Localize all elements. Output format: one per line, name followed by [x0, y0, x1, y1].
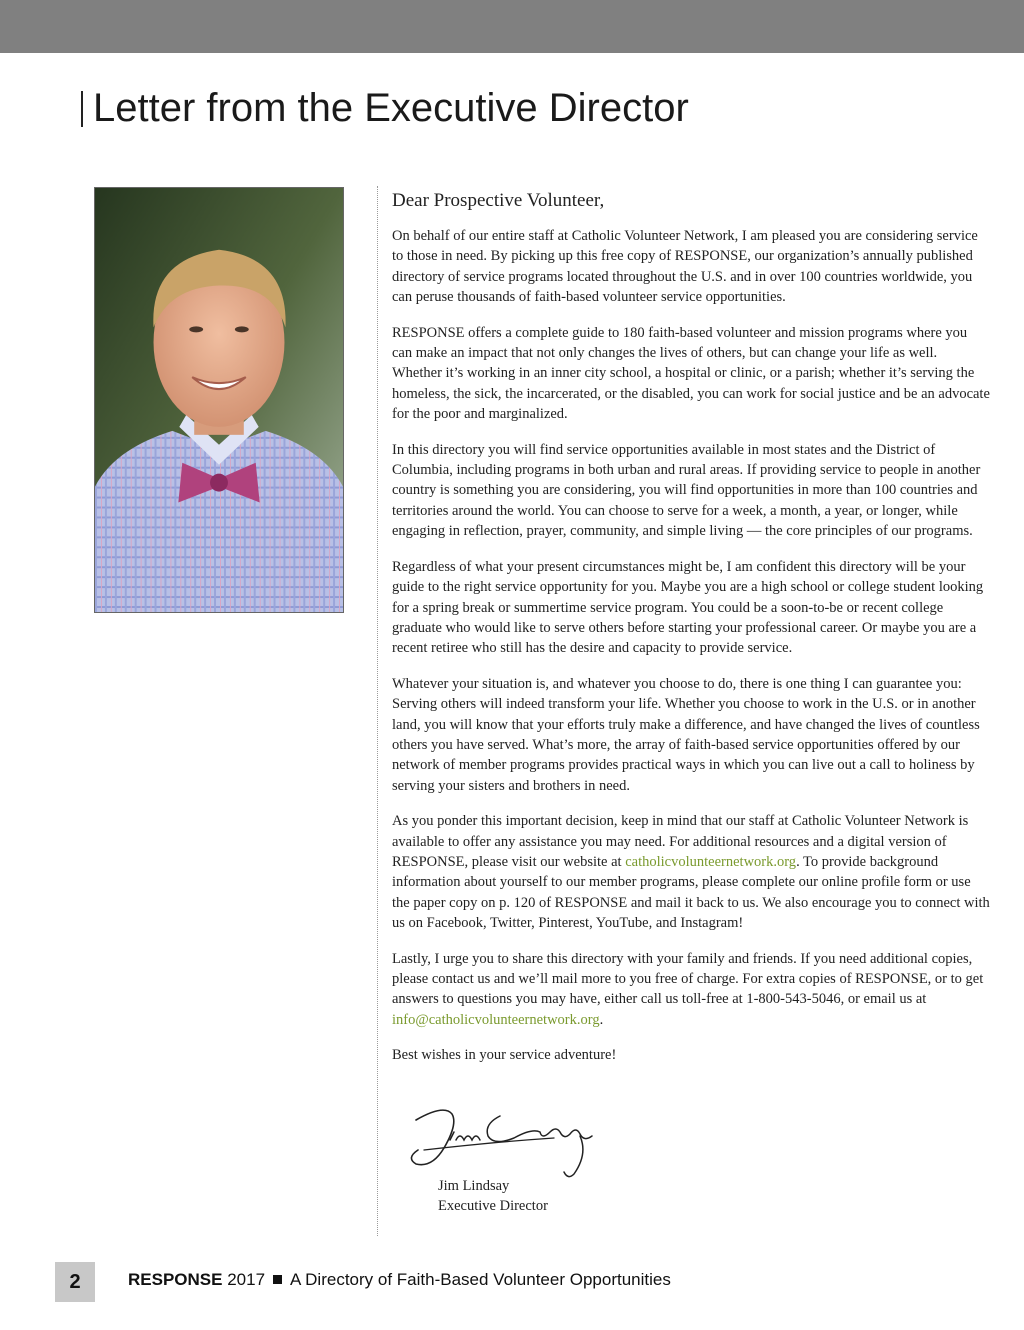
page-number: 2 [55, 1262, 95, 1302]
paragraph-6-text-a: As you ponder this important decision, keep in mind that our staff at Catholic Volunteer Network is available to offer any assistance you may need. For additional resources and a digital version of RESPONSE, please visit our website at [392, 813, 969, 870]
page-title: Letter from the Executive Director [93, 86, 689, 130]
website-link[interactable]: catholicvolunteernetwork.org [625, 853, 797, 870]
footer-brand: RESPONSE [128, 1270, 223, 1289]
paragraph-7-text-a: Lastly, I urge you to share this directory with your family and friends. If you need additional copies, please contact us and we’ll mail more to you free of charge. For extra copies of RESPONSE, or to get answers to questions you may have, either call us toll-free at 1-800-543-5046, or email us at [392, 950, 984, 1008]
letter-body [392, 186, 990, 1081]
email-link[interactable]: info@catholicvolunteernetwork.org [392, 1011, 600, 1028]
letter-closing: Best wishes in your service adventure! [392, 1047, 617, 1064]
photo-eye-left [189, 326, 203, 332]
letter-paragraph-7 [392, 949, 990, 1031]
letter-paragraph-4: Regardless of what your present circumstances might be, I am confident this directory will be your guide to the right service opportunity for you. Maybe you are a high school or college student looking for a spring break or summertime service program. You could be a soon-to-be or recent college graduate who would like to serve others before starting your professional career. Or maybe you are a recent retiree who still has the desire and capacity to provide service. [392, 558, 984, 657]
photo-eye-right [235, 326, 249, 332]
photo-bowtie-knot [210, 474, 228, 492]
letter-paragraph-2: RESPONSE offers a complete guide to 180 faith-based volunteer and mission programs where you can make an impact that not only changes the lives of others, but can change your life as well. Whether it’s working in an inner city school, a hospital or clinic, or a parish; whether it’s serving the homeless, the sick, the incarcerated, or the disabled, you can work for social justice and be an advocate for the poor and marginalized. [392, 324, 990, 423]
footer-caption [128, 1268, 671, 1292]
paragraph-6-text-b: . To provide background information about yourself to our member programs, please complete our online profile form or use the paper copy on p. 120 of RESPONSE and mail it back to us. We also encourage you to connect with us on Facebook, Twitter, Pinterest, YouTube, and Instagram! [392, 853, 990, 932]
footer-square-bullet-icon [273, 1275, 282, 1284]
paragraph-7-text-b: . [599, 1011, 604, 1028]
letter-paragraph-5: Whatever your situation is, and whatever you choose to do, there is one thing I can guarantee you: Serving others will indeed transform your life. Whether you choose to work in the U.S. or in another land, you will know that your efforts truly make a difference, and have changed the lives of countless others you have served. What’s more, the array of faith-based service opportunities offered by our network of member programs provides practical ways in which you can live out a call to holiness by serving your sisters and brothers in need. [392, 675, 980, 794]
column-divider [377, 186, 378, 1236]
signer-name: Jim Lindsay [438, 1178, 510, 1194]
footer-subtitle: A Directory of Faith-Based Volunteer Opportunities [290, 1270, 671, 1289]
director-photo [94, 187, 344, 613]
letter-paragraph-1: On behalf of our entire staff at Catholic Volunteer Network, I am pleased you are considering service to those in need. By picking up this free copy of RESPONSE, our organization’s annually published directory of service programs located throughout the U.S. and in over 100 countries worldwide, you can peruse thousands of faith-based volunteer service opportunities. [392, 228, 978, 306]
top-band [0, 0, 1024, 53]
footer-year: 2017 [222, 1270, 266, 1289]
signer-title: Executive Director [438, 1198, 548, 1214]
letter-paragraph-6 [392, 811, 990, 933]
portrait-photo-icon [95, 188, 343, 612]
letter-paragraph-3: In this directory you will find service opportunities available in most states and the District of Columbia, including programs in both urban and rural areas. If providing service to people in another country is something you are considering, you will find opportunities in more than 100 countries and territories around the world. You can choose to serve for a week, a month, a year, or longer, while engaging in reflection, prayer, community, and simple living — the core principles of our programs. [392, 441, 981, 540]
letter-greeting: Dear Prospective Volunteer, [392, 190, 605, 211]
handwritten-signature [404, 1102, 599, 1182]
title-accent-bar [81, 91, 83, 127]
